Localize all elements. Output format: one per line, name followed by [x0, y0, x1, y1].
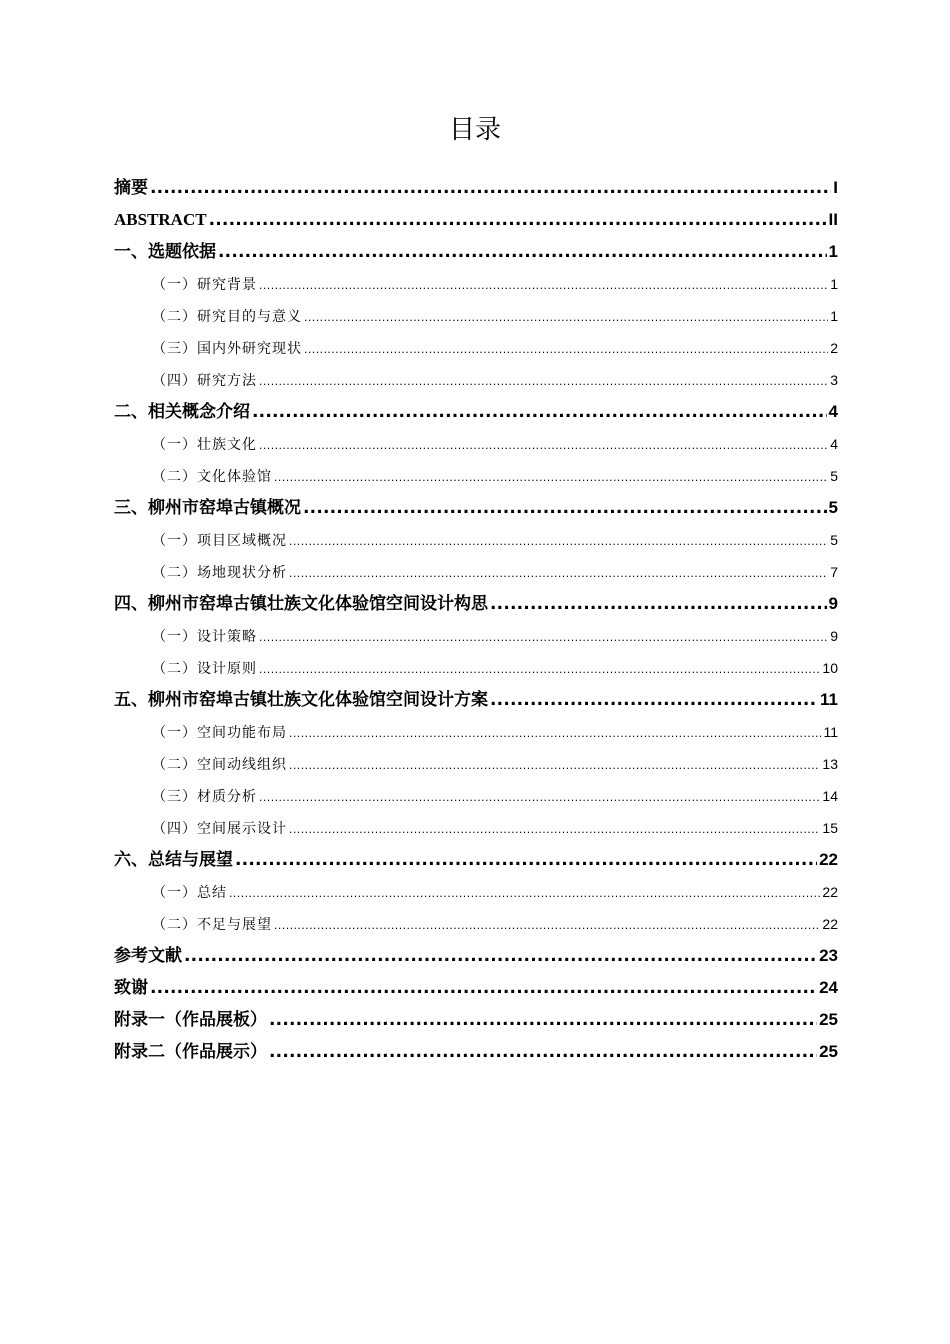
toc-page-number: 25 [819, 1042, 838, 1061]
toc-entry-label: 一、选题依据 [114, 242, 216, 262]
dot-leader [303, 492, 827, 524]
dot-leader [259, 653, 820, 686]
dot-leader [259, 269, 828, 302]
toc-entry-label: 四、柳州市窑埠古镇壮族文化体验馆空间设计构思 [114, 594, 488, 614]
toc-entry-label: （一）壮族文化 [152, 437, 257, 453]
toc-page-number: 11 [820, 690, 838, 709]
page-title: 目录 [448, 115, 501, 145]
toc-chapter-entry[interactable] [114, 972, 838, 1004]
toc-page-number: 9 [830, 628, 838, 644]
toc-page-number: 22 [819, 850, 838, 869]
dot-leader [274, 461, 828, 494]
toc-section-entry[interactable] [114, 332, 838, 364]
toc-page-number: 2 [830, 340, 838, 356]
toc-section-entry[interactable] [114, 460, 838, 492]
toc-section-entry[interactable] [114, 428, 838, 460]
dot-leader [218, 236, 827, 268]
toc-entry-label: 六、总结与展望 [114, 850, 233, 870]
toc-page-number: 14 [822, 788, 838, 804]
dot-leader [289, 557, 828, 590]
dot-leader [289, 813, 820, 846]
toc-chapter-entry[interactable] [114, 492, 838, 524]
toc-section-entry[interactable] [114, 556, 838, 588]
toc-section-entry[interactable] [114, 780, 838, 812]
toc-entry-label: ABSTRACT [114, 210, 207, 229]
toc-entry-label: （二）空间动线组织 [152, 757, 287, 773]
dot-leader [209, 204, 827, 236]
toc-page-number: 7 [830, 564, 838, 580]
toc-chapter-entry[interactable] [114, 844, 838, 876]
toc-section-entry[interactable] [114, 812, 838, 844]
dot-leader [269, 1036, 817, 1068]
toc-page-number: 3 [830, 372, 838, 388]
dot-leader [150, 172, 831, 204]
dot-leader [259, 621, 828, 654]
dot-leader [259, 429, 828, 462]
toc-page-number: 4 [830, 436, 838, 452]
dot-leader [269, 1004, 817, 1036]
toc-entry-label: 五、柳州市窑埠古镇壮族文化体验馆空间设计方案 [114, 690, 488, 710]
toc-entry-label: 附录二（作品展示） [114, 1042, 267, 1062]
toc-chapter-entry[interactable] [114, 684, 838, 716]
toc-chapter-entry[interactable] [114, 396, 838, 428]
toc-page-number: 25 [819, 1010, 838, 1029]
toc-section-entry[interactable] [114, 300, 838, 332]
toc-page-number: 1 [830, 308, 838, 324]
toc-page-number: 5 [828, 498, 838, 517]
toc-entry-label: 三、柳州市窑埠古镇概况 [114, 498, 301, 518]
dot-leader [229, 877, 820, 910]
dot-leader [252, 396, 827, 428]
toc-entry-label: （一）项目区域概况 [152, 533, 287, 549]
toc-section-entry[interactable] [114, 268, 838, 300]
dot-leader [235, 844, 817, 876]
dot-leader [289, 749, 820, 782]
toc-chapter-entry[interactable] [114, 1004, 838, 1036]
toc-entry-label: （三）国内外研究现状 [152, 341, 302, 357]
toc-section-entry[interactable] [114, 748, 838, 780]
toc-section-entry[interactable] [114, 908, 838, 940]
toc-page-number: 10 [822, 660, 838, 676]
toc-chapter-entry[interactable] [114, 172, 838, 204]
toc-chapter-entry[interactable] [114, 940, 838, 972]
toc-entry-label: 致谢 [114, 978, 148, 998]
dot-leader [259, 365, 828, 398]
toc-page-number: 15 [822, 820, 838, 836]
toc-page-number: 22 [822, 916, 838, 932]
toc-page-number: 5 [830, 532, 838, 548]
toc-entry-label: 附录一（作品展板） [114, 1010, 267, 1030]
toc-entry-label: 二、相关概念介绍 [114, 402, 250, 422]
toc-entry-label: 摘要 [114, 178, 148, 198]
dot-leader [150, 972, 817, 1004]
dot-leader [304, 301, 828, 334]
toc-page-number: 24 [819, 978, 838, 997]
toc-page-number: 11 [823, 724, 838, 740]
toc-page-number: 1 [828, 242, 838, 261]
toc-entry-label: （二）设计原则 [152, 661, 257, 677]
toc-entry-label: （二）场地现状分析 [152, 565, 287, 581]
dot-leader [184, 940, 817, 972]
dot-leader [289, 525, 828, 558]
toc-entry-label: （四）空间展示设计 [152, 821, 287, 837]
toc-page-number: 4 [828, 402, 838, 421]
toc-section-entry[interactable] [114, 716, 838, 748]
toc-chapter-entry[interactable] [114, 204, 838, 236]
toc-chapter-entry[interactable] [114, 588, 838, 620]
toc-entry-label: （四）研究方法 [152, 373, 257, 389]
toc-page-number: 5 [830, 468, 838, 484]
dot-leader [289, 717, 821, 750]
toc-section-entry[interactable] [114, 524, 838, 556]
toc-page-number: 1 [830, 276, 838, 292]
toc-entry-label: 参考文献 [114, 946, 182, 966]
toc-section-entry[interactable] [114, 364, 838, 396]
toc-page-number: 9 [828, 594, 838, 613]
toc-entry-label: （一）空间功能布局 [152, 725, 287, 741]
toc-page-number: I [833, 178, 838, 197]
toc-entry-label: （二）研究目的与意义 [152, 309, 302, 325]
toc-page-number: 13 [822, 756, 838, 772]
toc-entry-label: （三）材质分析 [152, 789, 257, 805]
toc-chapter-entry[interactable] [114, 1036, 838, 1068]
dot-leader [490, 684, 818, 716]
dot-leader [304, 333, 828, 366]
dot-leader [490, 588, 827, 620]
toc-section-entry[interactable] [114, 876, 838, 908]
toc-entry-label: （二）文化体验馆 [152, 469, 272, 485]
toc-entry-label: （一）总结 [152, 885, 227, 901]
toc-page-number: 22 [822, 884, 838, 900]
toc-entry-label: （一）研究背景 [152, 277, 257, 293]
toc-section-entry[interactable] [114, 652, 838, 684]
toc-page-number: II [828, 210, 838, 229]
dot-leader [274, 909, 820, 942]
toc-page-number: 23 [819, 946, 838, 965]
toc-entry-label: （二）不足与展望 [152, 917, 272, 933]
toc-entry-label: （一）设计策略 [152, 629, 257, 645]
table-of-contents [114, 172, 838, 1068]
toc-section-entry[interactable] [114, 620, 838, 652]
dot-leader [259, 781, 820, 814]
toc-chapter-entry[interactable] [114, 236, 838, 268]
